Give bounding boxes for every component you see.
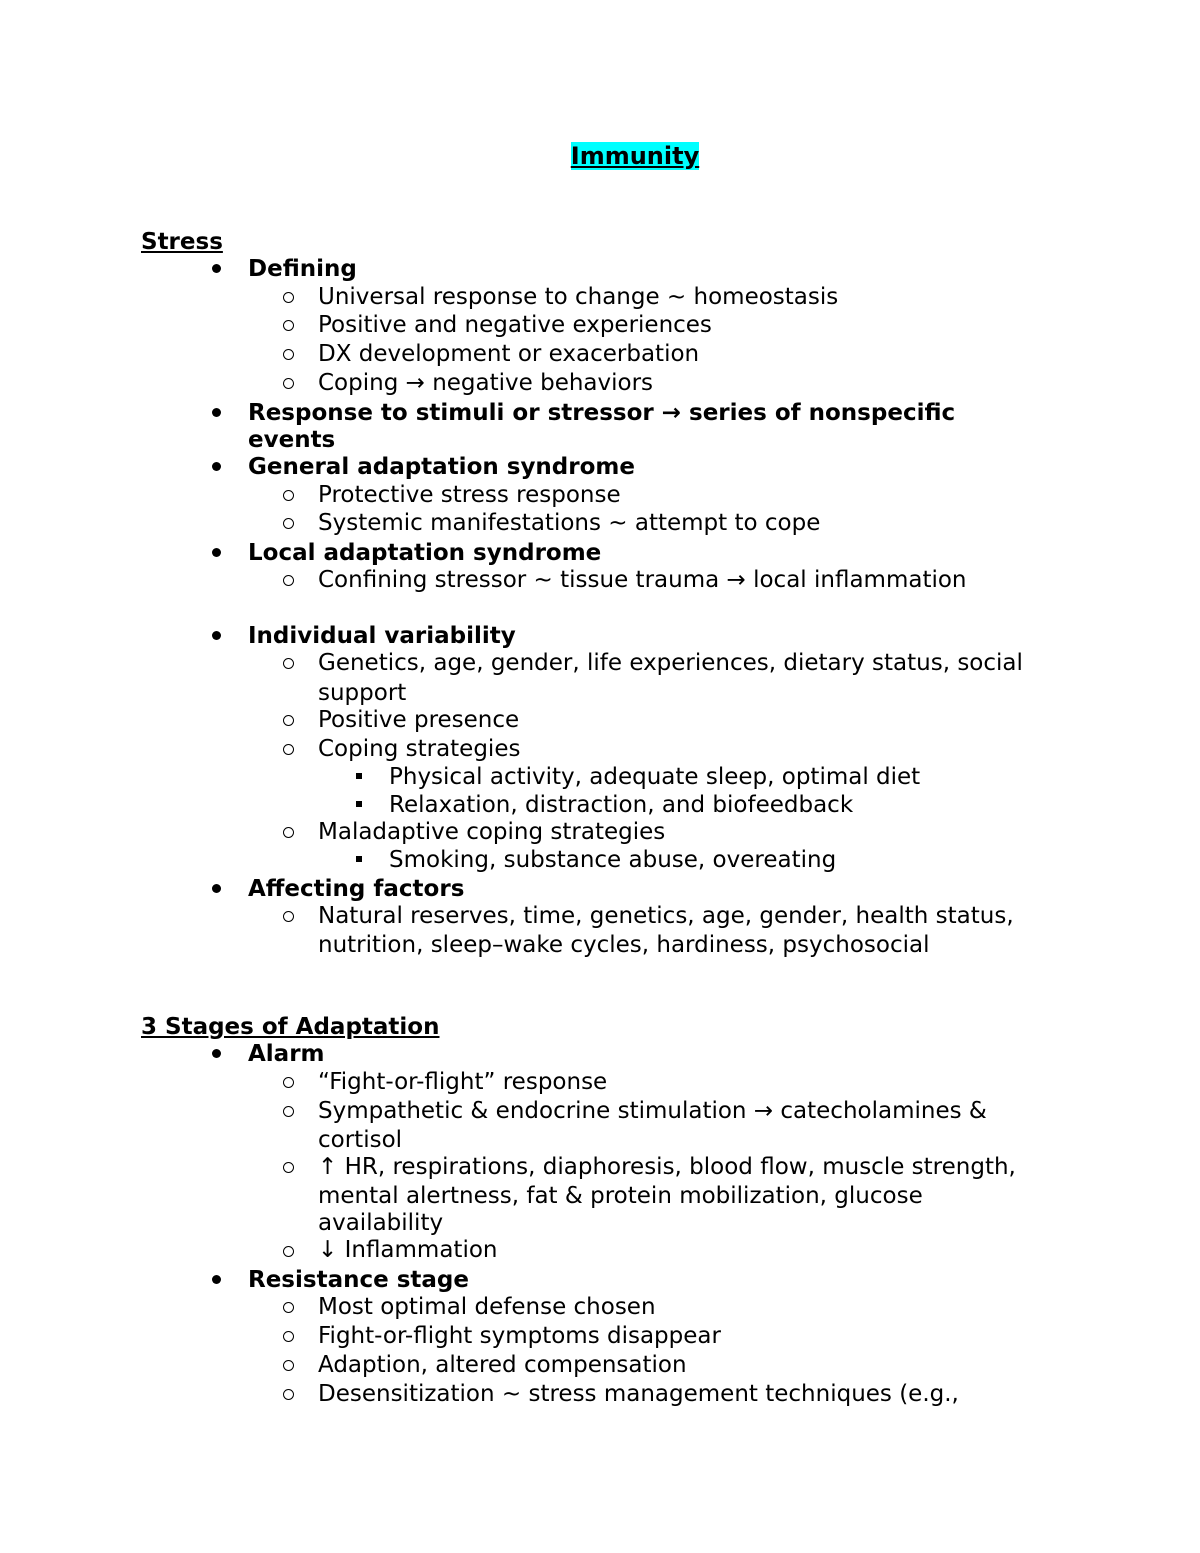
bullet-icon: [212, 631, 221, 640]
circle-bullet-icon: [283, 1162, 294, 1173]
circle-bullet-icon: [283, 518, 294, 529]
circle-bullet-icon: [283, 1246, 294, 1257]
bullet-icon: [212, 408, 221, 417]
subitem: Confining stressor ~ tissue trauma → local inflammation: [318, 567, 967, 593]
bullet-icon: [212, 264, 221, 273]
document-title: [0, 141, 1200, 171]
circle-bullet-icon: [283, 320, 294, 331]
square-bullet-icon: [356, 801, 362, 807]
circle-bullet-icon: [283, 378, 294, 389]
item-general-adaptation: General adaptation syndrome: [248, 454, 635, 480]
subitem-continuation: nutrition, sleep–wake cycles, hardiness, psychosocial: [318, 932, 930, 958]
circle-bullet-icon: [283, 1360, 294, 1371]
sub-subitem: Relaxation, distraction, and biofeedback: [389, 792, 854, 818]
title-text: Immunity: [570, 142, 700, 170]
subitem: Natural reserves, time, genetics, age, gender, health status,: [318, 903, 1014, 929]
circle-bullet-icon: [283, 1077, 294, 1088]
subitem: Protective stress response: [318, 482, 621, 508]
subitem: “Fight-or-flight” response: [318, 1069, 608, 1095]
subitem: Coping strategies: [318, 736, 521, 762]
item-alarm: Alarm: [248, 1041, 325, 1067]
subitem-continuation: availability: [318, 1210, 444, 1236]
subitem: DX development or exacerbation: [318, 341, 700, 367]
circle-bullet-icon: [283, 575, 294, 586]
bullet-icon: [212, 548, 221, 557]
item-resistance-stage: Resistance stage: [248, 1267, 469, 1293]
subitem-continuation: support: [318, 680, 407, 706]
circle-bullet-icon: [283, 1302, 294, 1313]
bullet-icon: [212, 884, 221, 893]
circle-bullet-icon: [283, 349, 294, 360]
subitem: Sympathetic & endocrine stimulation → catecholamines &: [318, 1098, 987, 1124]
subitem-continuation: mental alertness, fat & protein mobilization, glucose: [318, 1183, 923, 1209]
circle-bullet-icon: [283, 827, 294, 838]
subitem: ↓ Inflammation: [318, 1237, 498, 1263]
subitem: Adaption, altered compensation: [318, 1352, 687, 1378]
item-defining: Defining: [248, 256, 357, 282]
subitem: ↑ HR, respirations, diaphoresis, blood flow, muscle strength,: [318, 1154, 1016, 1180]
subitem: Positive and negative experiences: [318, 312, 712, 338]
sub-subitem: Smoking, substance abuse, overeating: [389, 847, 837, 873]
bullet-icon: [212, 1275, 221, 1284]
subitem: Universal response to change ~ homeostasis: [318, 284, 839, 310]
circle-bullet-icon: [283, 744, 294, 755]
subitem: Coping → negative behaviors: [318, 370, 654, 396]
square-bullet-icon: [356, 856, 362, 862]
item-response-line1: Response to stimuli or stressor → series of nonspecific: [248, 400, 956, 426]
circle-bullet-icon: [283, 292, 294, 303]
sub-subitem: Physical activity, adequate sleep, optimal diet: [389, 764, 921, 790]
bullet-icon: [212, 1049, 221, 1058]
subitem: Genetics, age, gender, life experiences, dietary status, social: [318, 650, 1023, 676]
circle-bullet-icon: [283, 658, 294, 669]
subitem: Systemic manifestations ~ attempt to cope: [318, 510, 821, 536]
circle-bullet-icon: [283, 1331, 294, 1342]
subitem: Positive presence: [318, 707, 520, 733]
item-response-line2: events: [248, 427, 336, 453]
circle-bullet-icon: [283, 490, 294, 501]
item-affecting-factors: Affecting factors: [248, 876, 465, 902]
item-individual-variability: Individual variability: [248, 623, 516, 649]
subitem: Most optimal defense chosen: [318, 1294, 656, 1320]
circle-bullet-icon: [283, 1106, 294, 1117]
circle-bullet-icon: [283, 1389, 294, 1400]
subitem: Maladaptive coping strategies: [318, 819, 666, 845]
bullet-icon: [212, 462, 221, 471]
section-heading-stages: 3 Stages of Adaptation: [141, 1014, 440, 1040]
subitem: Fight-or-flight symptoms disappear: [318, 1323, 721, 1349]
section-heading-stress: Stress: [141, 229, 223, 255]
square-bullet-icon: [356, 773, 362, 779]
item-local-adaptation: Local adaptation syndrome: [248, 540, 602, 566]
circle-bullet-icon: [283, 715, 294, 726]
subitem-continuation: cortisol: [318, 1127, 403, 1153]
subitem: Desensitization ~ stress management techniques (e.g.,: [318, 1381, 959, 1407]
circle-bullet-icon: [283, 911, 294, 922]
